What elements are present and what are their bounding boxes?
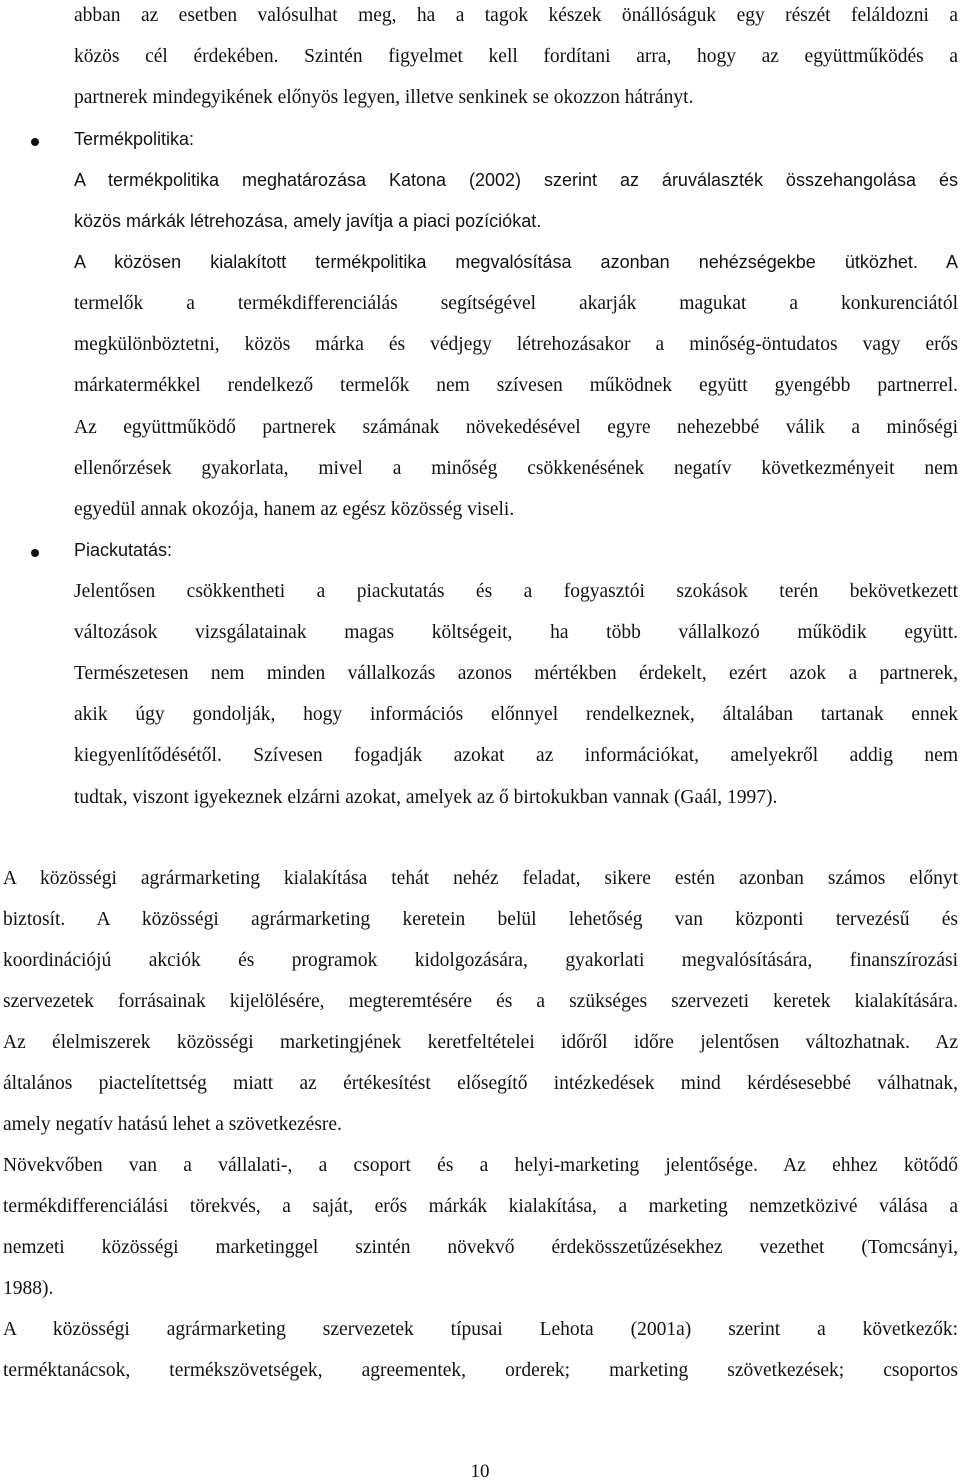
paragraph-line: közös márkák létrehozása, amely javítja a piaci pozíciókat. <box>74 211 542 231</box>
paragraph-line: változások vizsgálatainak magas költségeit, ha több vállalkozó működik együtt. <box>74 622 958 643</box>
bullet-icon <box>31 138 39 146</box>
paragraph-line: akik úgy gondolják, hogy információs előnnyel rendelkeznek, általában tartanak ennek <box>74 704 958 725</box>
paragraph-line: A közösségi agrármarketing kialakítása tehát nehéz feladat, sikere estén azonban számos előnyt <box>3 868 958 889</box>
paragraph-line: tudtak, viszont igyekeznek elzárni azokat, amelyek az ő birtokukban vannak (Gaál, 1997). <box>74 787 778 808</box>
page-number: 10 <box>470 1461 490 1482</box>
paragraph-line: általános piactelítettség miatt az értékesítést elősegítő intézkedések mind kérdésesebbé válhatnak, <box>3 1073 958 1094</box>
list-item-label: Piackutatás: <box>74 540 173 560</box>
paragraph-line: A termékpolitika meghatározása Katona (2002) szerint az áruválaszték összehangolása és <box>74 170 958 190</box>
paragraph-line: A közösségi agrármarketing szervezetek típusai Lehota (2001a) szerint a következők: <box>3 1319 958 1340</box>
paragraph-line: biztosít. A közösségi agrármarketing keretein belül lehetőség van központi tervezésű és <box>3 909 958 930</box>
paragraph-line: Az együttműködő partnerek számának növekedésével egyre nehezebbé válik a minőségi <box>74 417 958 438</box>
paragraph-line: amely negatív hatású lehet a szövetkezésre. <box>3 1114 342 1135</box>
paragraph-line: abban az esetben valósulhat meg, ha a tagok készek önállóságuk egy részét feláldozni a <box>74 5 958 26</box>
paragraph-line: termékdifferenciálási törekvés, a saját, erős márkák kialakítása, a marketing nemzetközivé válása a <box>3 1196 958 1217</box>
paragraph-line: Növekvőben van a vállalati-, a csoport és a helyi-marketing jelentősége. Az ehhez kötődő <box>3 1155 958 1176</box>
paragraph-line: kiegyenlítődésétől. Szívesen fogadják azokat az információkat, amelyekről addig nem <box>74 745 958 766</box>
paragraph-line: Jelentősen csökkentheti a piackutatás és a fogyasztói szokások terén bekövetkezett <box>74 581 958 602</box>
paragraph-line: koordinációjú akciók és programok kidolgozására, gyakorlati megvalósítására, finanszírozási <box>3 950 958 971</box>
paragraph-line: Természetesen nem minden vállalkozás azonos mértékben érdekelt, ezért azok a partnerek, <box>74 663 958 684</box>
paragraph-line: partnerek mindegyikének előnyös legyen, illetve senkinek se okozzon hátrányt. <box>74 87 694 108</box>
paragraph-line: terméktanácsok, termékszövetségek, agreementek, orderek; marketing szövetkezések; csoportos <box>3 1360 958 1381</box>
paragraph-line: 1988). <box>3 1278 54 1299</box>
paragraph-line: Az élelmiszerek közösségi marketingjének keretfeltételei időről időre jelentősen változhatnak. Az <box>3 1032 958 1053</box>
bullet-icon <box>31 549 39 557</box>
list-item-label: Termékpolitika: <box>74 129 195 149</box>
paragraph-line: ellenőrzések gyakorlata, mivel a minőség csökkenésének negatív következményeit nem <box>74 458 958 479</box>
paragraph-line: márkatermékkel rendelkező termelők nem szívesen működnek együtt gyengébb partnerrel. <box>74 375 958 396</box>
paragraph-line: közös cél érdekében. Szintén figyelmet kell fordítani arra, hogy az együttműködés a <box>74 46 958 67</box>
paragraph-line: termelők a termékdifferenciálás segítségével akarják magukat a konkurenciától <box>74 293 958 314</box>
paragraph-line: szervezetek forrásainak kijelölésére, megteremtésére és a szükséges szervezeti keretek kialakítására. <box>3 991 958 1012</box>
paragraph-line: nemzeti közösségi marketinggel szintén növekvő érdekösszetűzésekhez vezethet (Tomcsányi, <box>3 1237 958 1258</box>
paragraph-line: A közösen kialakított termékpolitika megvalósítása azonban nehézségekbe ütközhet. A <box>74 252 958 272</box>
paragraph-line: egyedül annak okozója, hanem az egész közösség viseli. <box>74 499 515 520</box>
paragraph-line: megkülönböztetni, közös márka és védjegy létrehozásakor a minőség-öntudatos vagy erős <box>74 334 958 355</box>
